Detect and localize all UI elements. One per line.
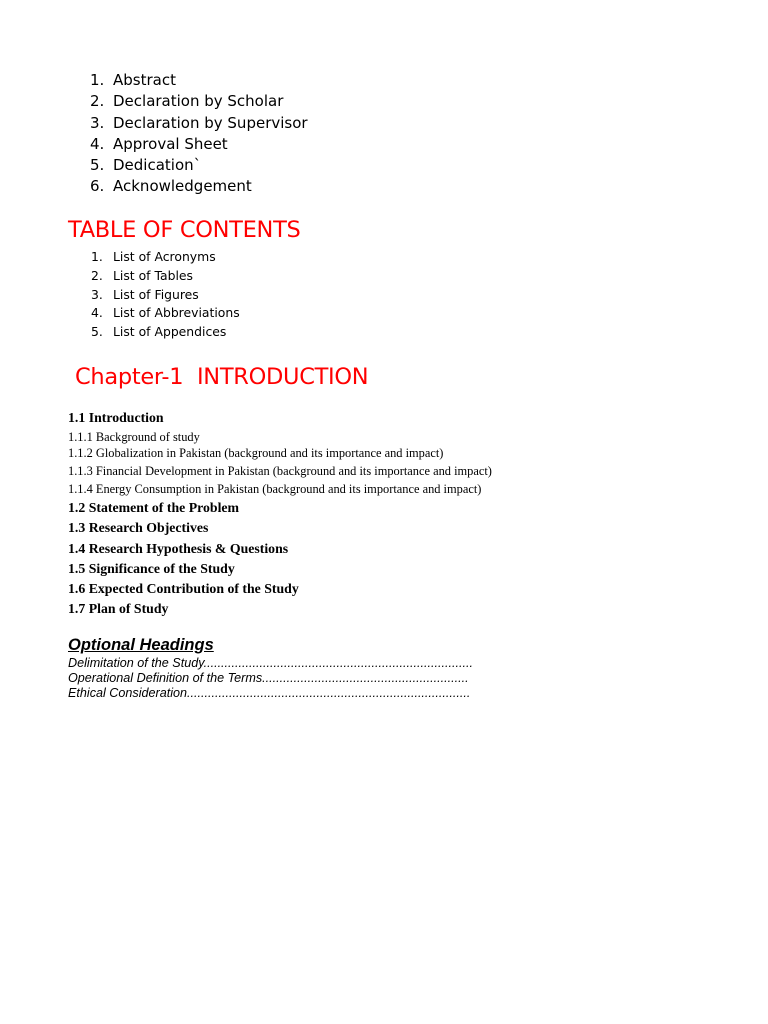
section-heading: 1.7 Plan of Study bbox=[68, 601, 169, 616]
optional-heading-item: Delimitation of the Study............................................................................. bbox=[68, 656, 473, 670]
section-heading: 1.3 Research Objectives bbox=[68, 520, 209, 535]
section-heading: 1.1 Introduction bbox=[68, 410, 164, 425]
section-heading: 1.6 Expected Contribution of the Study bbox=[68, 581, 299, 596]
optional-heading-item: Ethical Consideration................................................................................. bbox=[68, 686, 471, 700]
section-heading: 1.4 Research Hypothesis & Questions bbox=[68, 541, 289, 556]
section-heading: 1.5 Significance of the Study bbox=[68, 561, 235, 576]
document-page: 1. Abstract 2. Declaration by Scholar 3. Declaration by Supervisor 4. Approval Sheet 5. Dedication` 6. Acknowledgement TABLE OF CONTENTS 1. List of Acronyms 2. List of Tables 3. List of Figures 4. List of Abbreviations 5. List of Appendices Chapter-1 INTRODUCTION 1.1 Introduction 1.1.1 Background of study 1.1.2 Globalization in Pakistan (background and its importance and impact) 1.1.3 Financial Development in Pakistan (background and its importance and impact) 1.1.4 Energy Consumption in Pakistan (background and its importance and impact) 1.2 Statement of the Problem 1.3 Research Objectives 1.4 Research Hypothesis & Questions 1.5 Significance of the Study 1.6 Expected Contribution of the Study 1.7 Plan of Study Optional Headings Delimitation of the Study............................................................................. Operational Definition of the Terms........................................................... Ethical Consideration................................................................................. bbox=[68, 71, 492, 700]
subsection-item: 1.1.3 Financial Development in Pakistan (background and its importance and impact) bbox=[68, 464, 492, 478]
subsection-item: 1.1.4 Energy Consumption in Pakistan (background and its importance and impact) bbox=[68, 482, 482, 496]
toc-heading: TABLE OF CONTENTS bbox=[68, 217, 301, 243]
chapter-heading: Chapter-1 INTRODUCTION bbox=[75, 364, 369, 390]
optional-heading-item: Operational Definition of the Terms........................................................... bbox=[68, 671, 469, 685]
section-heading: 1.2 Statement of the Problem bbox=[68, 500, 240, 515]
optional-headings-title: Optional Headings bbox=[68, 636, 214, 654]
subsection-item: 1.1.2 Globalization in Pakistan (background and its importance and impact) bbox=[68, 446, 444, 460]
subsection-item: 1.1.1 Background of study bbox=[68, 430, 200, 444]
